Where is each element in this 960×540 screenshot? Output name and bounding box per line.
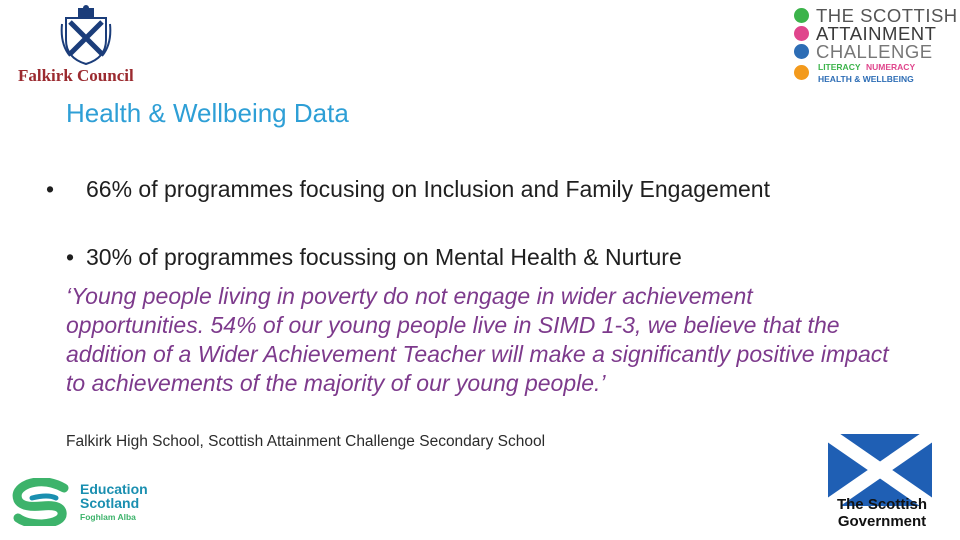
sun-icon — [794, 65, 809, 80]
bullet-dot: • — [66, 244, 75, 270]
heart-icon — [794, 44, 809, 59]
scottish-government-logo — [812, 412, 948, 538]
education-scotland-line-1: Education — [80, 481, 148, 497]
scottish-government-line-2: Government — [837, 513, 927, 530]
bullet-text: 30% of programmes focussing on Mental Health & Nurture — [86, 244, 682, 270]
numeracy-icon — [794, 26, 809, 41]
sac-tag-numeracy: NUMERACY — [866, 62, 916, 72]
sac-tag-health: HEALTH & WELLBEING — [818, 74, 914, 84]
quote-source: Falkirk High School, Scottish Attainment Challenge Secondary School — [66, 433, 546, 450]
quote-text: ‘Young people living in poverty do not engage in wider achievement opportunities. 54% of our young people live in SIMD 1-3, we believe that the addition of a Wider Achievement Teacher will make a significantly positive impact to achievements of the majority of our young people.’ — [66, 283, 889, 396]
bullet-item — [66, 243, 826, 271]
education-scotland-logo — [12, 478, 172, 528]
education-scotland-line-3: Foghlam Alba — [80, 512, 136, 522]
bullet-text: 66% of programmes focusing on Inclusion and Family Engagement — [86, 176, 770, 202]
falkirk-crest-icon — [60, 4, 112, 66]
scottish-government-line-1: The Scottish — [836, 496, 927, 513]
sac-line-3: CHALLENGE — [816, 41, 933, 62]
education-scotland-swirl-icon — [12, 478, 74, 526]
slide-title: Health & Wellbeing Data — [66, 98, 349, 128]
bullet-dot: • — [46, 176, 55, 202]
sac-tag-literacy: LITERACY — [818, 62, 861, 72]
attainment-challenge-logo — [790, 4, 958, 88]
literacy-book-icon — [794, 8, 809, 23]
sac-line-1: THE SCOTTISH — [816, 5, 958, 26]
bullet-item — [46, 175, 846, 203]
education-scotland-line-2: Scotland — [80, 495, 140, 511]
sac-line-2: ATTAINMENT — [816, 23, 937, 44]
falkirk-council-name: Falkirk Council — [18, 66, 134, 85]
